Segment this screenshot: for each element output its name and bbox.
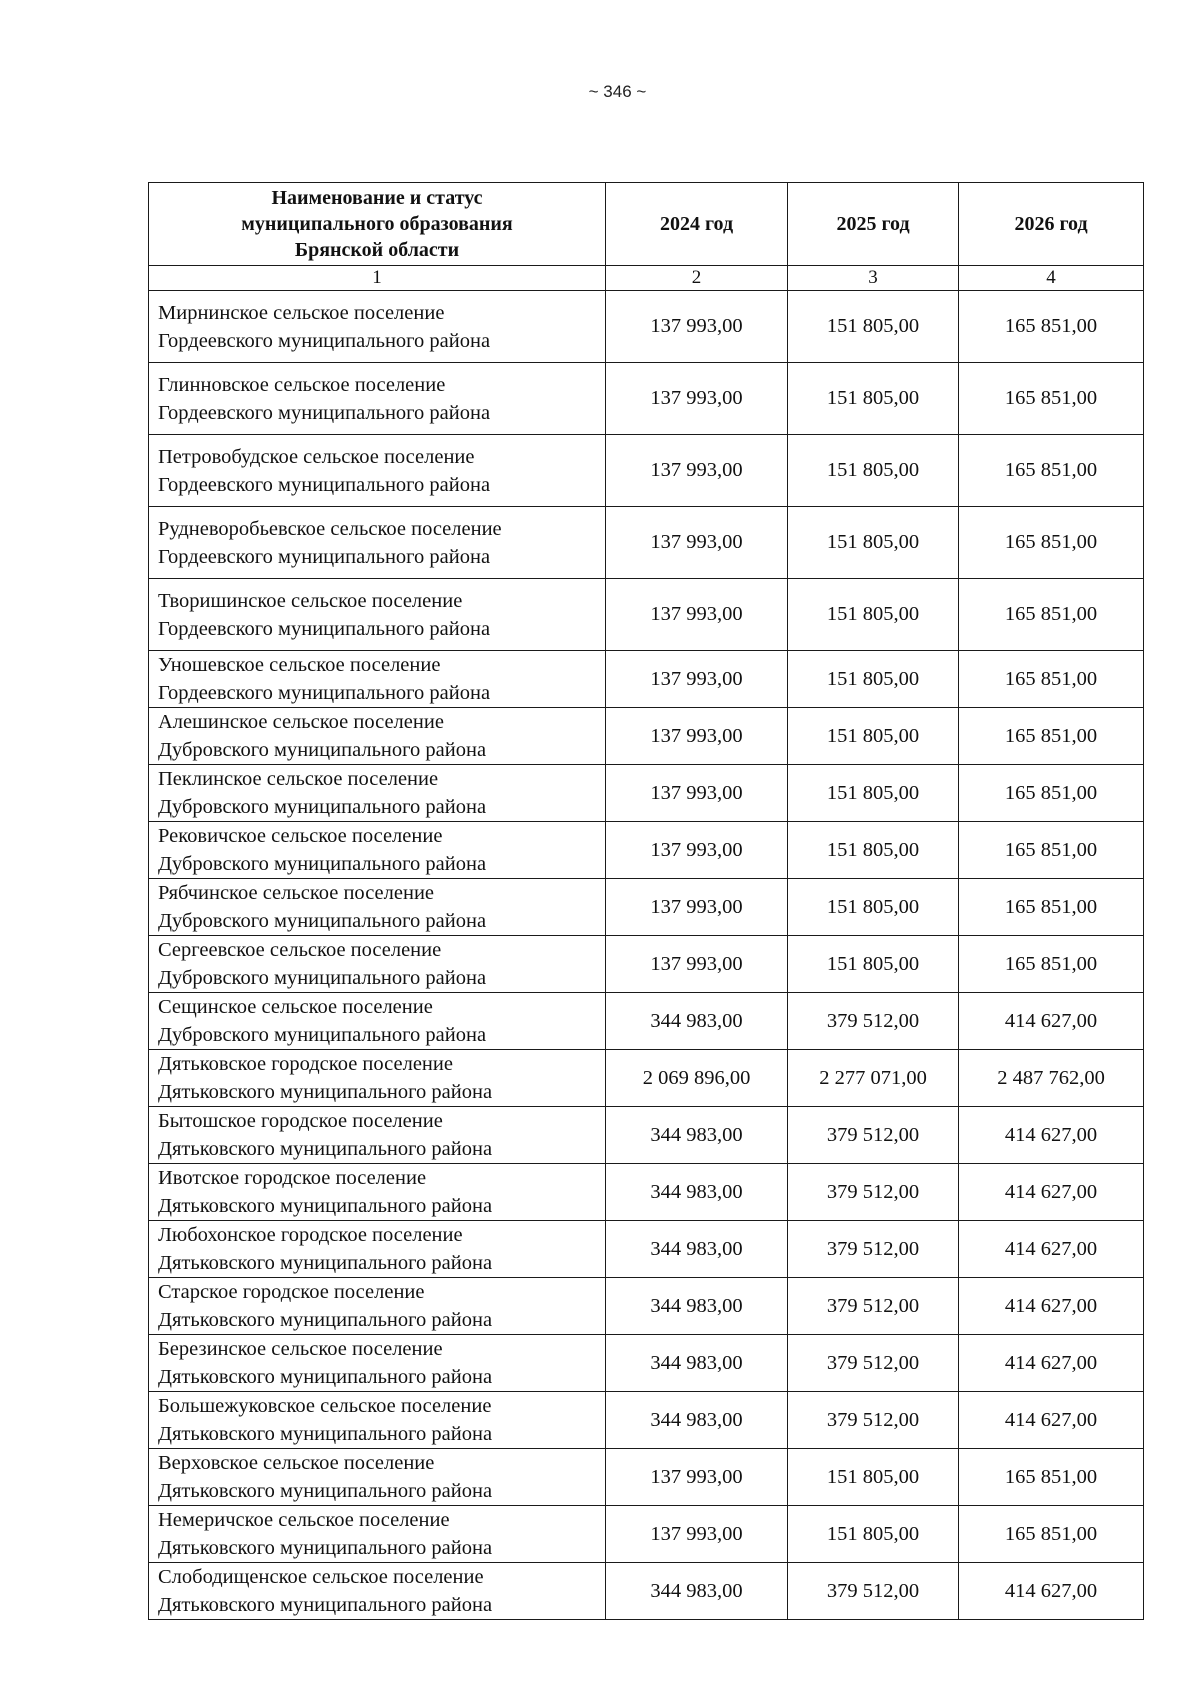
- municipality-name-line: Гордеевского муниципального района: [158, 617, 491, 640]
- value-2024: 137 993,00: [606, 579, 788, 651]
- table-row: [149, 1221, 1144, 1278]
- municipality-name-line: Верховское сельское поселение: [158, 1452, 435, 1474]
- value-2026: 414 627,00: [959, 1335, 1144, 1392]
- value-2026: 414 627,00: [959, 1107, 1144, 1164]
- municipality-name-line: Старское городское поселение: [158, 1281, 425, 1303]
- value-2025: 2 277 071,00: [788, 1050, 959, 1107]
- municipality-name-line: Дубровского муниципального района: [158, 796, 487, 818]
- municipality-name-line: Глинновское сельское поселение: [158, 373, 446, 396]
- value-2025: 151 805,00: [788, 651, 959, 708]
- header-municipality-line-1: Наименование и статус: [271, 187, 483, 209]
- table-row: [149, 1164, 1144, 1221]
- table-row: [149, 651, 1144, 708]
- municipality-name-line: Дятьковского муниципального района: [158, 1138, 493, 1160]
- value-2025: 151 805,00: [788, 1449, 959, 1506]
- value-2025: 379 512,00: [788, 1164, 959, 1221]
- municipality-name-line: Рудневоробьевское сельское поселение: [158, 517, 502, 540]
- header-municipality: [149, 183, 606, 266]
- municipality-name-line: Бытошское городское поселение: [158, 1110, 443, 1132]
- municipality-name: [149, 936, 606, 993]
- municipality-name-line: Дубровского муниципального района: [158, 739, 487, 761]
- value-2024: 344 983,00: [606, 1278, 788, 1335]
- value-2025: 151 805,00: [788, 435, 959, 507]
- table-row: [149, 1506, 1144, 1563]
- value-2026: 165 851,00: [959, 936, 1144, 993]
- municipality-name: [149, 1164, 606, 1221]
- header-municipality-line-3: Брянской области: [294, 239, 460, 261]
- value-2024: 137 993,00: [606, 879, 788, 936]
- municipality-name-line: Любохонское городское поселение: [158, 1224, 463, 1246]
- municipality-name-line: Сещинское сельское поселение: [158, 996, 433, 1018]
- municipality-name-line: Гордеевского муниципального района: [158, 329, 491, 352]
- value-2026: 165 851,00: [959, 822, 1144, 879]
- table-row: [149, 1449, 1144, 1506]
- municipality-name-line: Мирнинское сельское поселение: [158, 301, 445, 324]
- municipality-name-line: Дятьковское городское поселение: [158, 1053, 453, 1075]
- value-2026: 414 627,00: [959, 1221, 1144, 1278]
- municipality-name-line: Дятьковского муниципального района: [158, 1309, 493, 1331]
- value-2024: 137 993,00: [606, 708, 788, 765]
- value-2025: 379 512,00: [788, 1107, 959, 1164]
- municipality-name-line: Уношевское сельское поселение: [158, 654, 441, 676]
- value-2025: 151 805,00: [788, 708, 959, 765]
- value-2024: 344 983,00: [606, 1164, 788, 1221]
- municipality-name: [149, 1506, 606, 1563]
- column-number: 2: [606, 266, 788, 291]
- municipality-name-line: Гордеевского муниципального района: [158, 473, 491, 496]
- table-body: [149, 291, 1144, 1620]
- value-2026: 165 851,00: [959, 291, 1144, 363]
- column-number-row: [149, 266, 1144, 291]
- municipality-name: [149, 1050, 606, 1107]
- municipality-name: [149, 879, 606, 936]
- value-2025: 151 805,00: [788, 291, 959, 363]
- municipality-name-line: Творишинское сельское поселение: [158, 589, 463, 612]
- municipality-name-line: Немеричское сельское поселение: [158, 1509, 450, 1531]
- municipality-name-line: Дятьковского муниципального района: [158, 1537, 493, 1559]
- value-2026: 165 851,00: [959, 1449, 1144, 1506]
- municipality-name-line: Дубровского муниципального района: [158, 967, 487, 989]
- header-2026: 2026 год: [959, 183, 1144, 266]
- table-row: [149, 363, 1144, 435]
- municipality-name: [149, 579, 606, 651]
- municipality-name: [149, 1563, 606, 1620]
- value-2026: 165 851,00: [959, 651, 1144, 708]
- value-2024: 137 993,00: [606, 936, 788, 993]
- municipality-name-line: Алешинское сельское поселение: [158, 711, 444, 733]
- municipality-name-line: Дятьковского муниципального района: [158, 1480, 493, 1502]
- table-row: [149, 708, 1144, 765]
- table-row: [149, 1050, 1144, 1107]
- municipality-name: [149, 1221, 606, 1278]
- municipality-name: [149, 1335, 606, 1392]
- value-2024: 137 993,00: [606, 822, 788, 879]
- value-2024: 137 993,00: [606, 291, 788, 363]
- table-row: [149, 993, 1144, 1050]
- value-2024: 137 993,00: [606, 765, 788, 822]
- table-row: [149, 291, 1144, 363]
- header-municipality-line-2: муниципального образования: [241, 213, 513, 235]
- value-2025: 151 805,00: [788, 822, 959, 879]
- table-row: [149, 1335, 1144, 1392]
- municipality-name: [149, 708, 606, 765]
- table-row: [149, 822, 1144, 879]
- value-2025: 151 805,00: [788, 363, 959, 435]
- municipality-name: [149, 822, 606, 879]
- column-number: 1: [149, 266, 606, 291]
- municipality-name-line: Рябчинское сельское поселение: [158, 882, 435, 904]
- table-row: [149, 1392, 1144, 1449]
- municipality-name-line: Гордеевского муниципального района: [158, 401, 491, 424]
- value-2024: 344 983,00: [606, 1563, 788, 1620]
- value-2025: 151 805,00: [788, 765, 959, 822]
- value-2024: 137 993,00: [606, 507, 788, 579]
- value-2025: 379 512,00: [788, 1278, 959, 1335]
- municipality-name: [149, 993, 606, 1050]
- value-2026: 165 851,00: [959, 579, 1144, 651]
- page-number: ~ 346 ~: [588, 82, 647, 101]
- municipality-name-line: Дятьковского муниципального района: [158, 1423, 493, 1445]
- value-2024: 137 993,00: [606, 651, 788, 708]
- header-row: [149, 183, 1144, 266]
- municipality-name-line: Гордеевского муниципального района: [158, 682, 491, 704]
- value-2025: 379 512,00: [788, 1335, 959, 1392]
- value-2024: 137 993,00: [606, 1449, 788, 1506]
- municipality-name: [149, 291, 606, 363]
- municipality-name: [149, 1278, 606, 1335]
- value-2026: 165 851,00: [959, 765, 1144, 822]
- value-2024: 344 983,00: [606, 1107, 788, 1164]
- value-2026: 165 851,00: [959, 363, 1144, 435]
- municipality-name: [149, 1449, 606, 1506]
- value-2025: 151 805,00: [788, 579, 959, 651]
- value-2025: 379 512,00: [788, 1221, 959, 1278]
- column-number: 4: [959, 266, 1144, 291]
- header-2024: 2024 год: [606, 183, 788, 266]
- municipality-name-line: Рековичское сельское поселение: [158, 825, 443, 847]
- value-2026: 414 627,00: [959, 1392, 1144, 1449]
- value-2024: 2 069 896,00: [606, 1050, 788, 1107]
- value-2026: 414 627,00: [959, 1563, 1144, 1620]
- municipality-name-line: Дубровского муниципального района: [158, 910, 487, 932]
- value-2025: 151 805,00: [788, 1506, 959, 1563]
- municipality-name-line: Дубровского муниципального района: [158, 853, 487, 875]
- value-2026: 414 627,00: [959, 1164, 1144, 1221]
- value-2025: 151 805,00: [788, 879, 959, 936]
- value-2026: 414 627,00: [959, 993, 1144, 1050]
- value-2024: 137 993,00: [606, 363, 788, 435]
- municipality-name: [149, 363, 606, 435]
- table-row: [149, 879, 1144, 936]
- value-2024: 344 983,00: [606, 1335, 788, 1392]
- municipality-name: [149, 507, 606, 579]
- header-2025: 2025 год: [788, 183, 959, 266]
- municipality-name-line: Березинское сельское поселение: [158, 1338, 443, 1360]
- municipality-name-line: Дятьковского муниципального района: [158, 1594, 493, 1616]
- value-2026: 165 851,00: [959, 507, 1144, 579]
- municipality-name-line: Ивотское городское поселение: [158, 1167, 427, 1189]
- value-2026: 2 487 762,00: [959, 1050, 1144, 1107]
- municipality-name: [149, 1392, 606, 1449]
- table-row: [149, 1107, 1144, 1164]
- value-2026: 165 851,00: [959, 1506, 1144, 1563]
- value-2026: 165 851,00: [959, 879, 1144, 936]
- table-row: [149, 579, 1144, 651]
- value-2024: 137 993,00: [606, 1506, 788, 1563]
- municipality-name-line: Дятьковского муниципального района: [158, 1252, 493, 1274]
- value-2025: 379 512,00: [788, 1392, 959, 1449]
- municipality-name-line: Слободищенское сельское поселение: [158, 1566, 484, 1588]
- municipality-name: [149, 1107, 606, 1164]
- value-2026: 165 851,00: [959, 435, 1144, 507]
- table-row: [149, 1278, 1144, 1335]
- value-2025: 379 512,00: [788, 1563, 959, 1620]
- value-2025: 151 805,00: [788, 936, 959, 993]
- municipality-name: [149, 651, 606, 708]
- municipality-name: [149, 435, 606, 507]
- municipality-name-line: Дубровского муниципального района: [158, 1024, 487, 1046]
- table-row: [149, 765, 1144, 822]
- municipality-name-line: Дятьковского муниципального района: [158, 1081, 493, 1103]
- value-2024: 344 983,00: [606, 1221, 788, 1278]
- municipality-name-line: Пеклинское сельское поселение: [158, 768, 439, 790]
- table-header: [149, 183, 1144, 291]
- municipality-name-line: Петровобудское сельское поселение: [158, 445, 475, 468]
- municipality-name-line: Большежуковское сельское поселение: [158, 1395, 492, 1417]
- value-2025: 379 512,00: [788, 993, 959, 1050]
- municipality-name-line: Сергеевское сельское поселение: [158, 939, 442, 961]
- table-row: [149, 936, 1144, 993]
- table-row: [149, 1563, 1144, 1620]
- value-2026: 414 627,00: [959, 1278, 1144, 1335]
- value-2025: 151 805,00: [788, 507, 959, 579]
- municipality-name-line: Дятьковского муниципального района: [158, 1195, 493, 1217]
- table-row: [149, 507, 1144, 579]
- municipality-name: [149, 765, 606, 822]
- value-2024: 344 983,00: [606, 993, 788, 1050]
- budget-table: [148, 182, 1144, 1620]
- value-2026: 165 851,00: [959, 708, 1144, 765]
- municipality-name-line: Гордеевского муниципального района: [158, 545, 491, 568]
- table-row: [149, 435, 1144, 507]
- value-2024: 344 983,00: [606, 1392, 788, 1449]
- municipality-name-line: Дятьковского муниципального района: [158, 1366, 493, 1388]
- value-2024: 137 993,00: [606, 435, 788, 507]
- column-number: 3: [788, 266, 959, 291]
